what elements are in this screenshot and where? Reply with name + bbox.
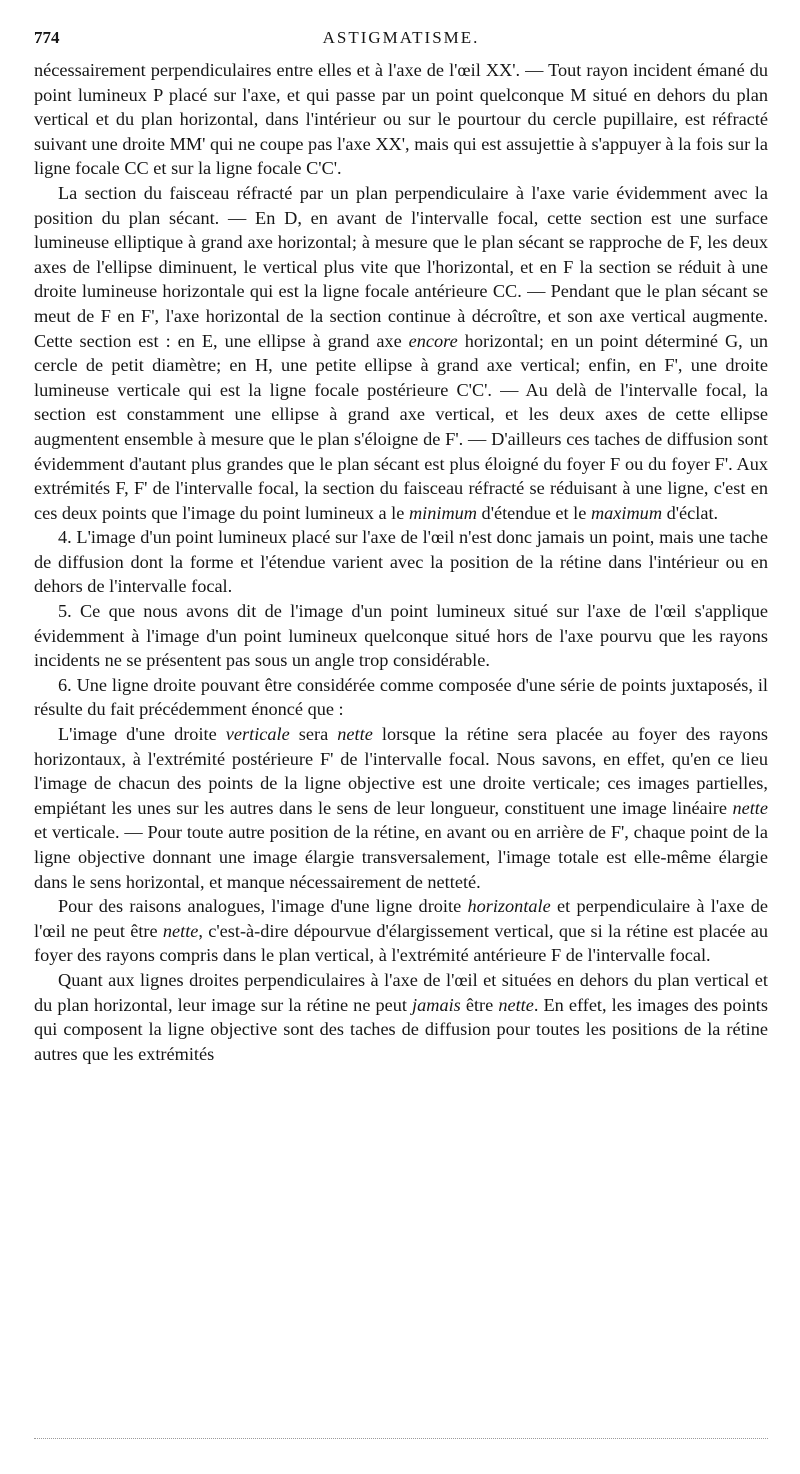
italic-text: nette: [732, 797, 768, 818]
italic-text: nette: [337, 724, 373, 745]
italic-text: minimum: [408, 502, 477, 523]
paragraph: [34, 968, 768, 1066]
running-title: ASTIGMATISME.: [322, 28, 480, 47]
text-run: d'éclat.: [662, 502, 719, 523]
paragraph: [34, 181, 768, 525]
italic-text: verticale: [225, 724, 290, 745]
page-number: 774: [34, 28, 60, 47]
text-run: . En effet, les images des points qui composent la ligne objective sont des taches de diffusion pour toutes les positions de la rétine autres que les extrémités: [34, 994, 768, 1064]
text-run: être: [460, 994, 499, 1015]
text-run: nécessairement perpendiculaires entre elles et à l'axe de l'œil XX'. — Tout rayon incident émané du point lumineux P placé sur l'axe, et qui passe par un point quelconque M situé en dehors du plan vertical et du plan horizontal, dans l'intérieur ou sur le pourtour du cercle pupillaire, est réfracté suivant une droite MM' qui ne coupe pas l'axe XX', mais qui est assujettie à s'appuyer à la fois sur la ligne focale CC et sur la ligne focale C'C'.: [34, 60, 768, 179]
body-text: [34, 58, 768, 1066]
paragraph: [34, 894, 768, 968]
paragraph: [34, 722, 768, 894]
text-run: d'étendue et le: [476, 502, 591, 523]
text-run: 4. L'image d'un point lumineux placé sur l'axe de l'œil n'est donc jamais un point, mais une tache de diffusion dont la forme et l'étendue varient avec la position de la rétine dans l'intérieur ou en dehors de l'intervalle focal.: [34, 527, 768, 597]
text-run: et perpendiculaire à l'axe de l'œil ne peut être: [34, 896, 768, 941]
paragraph: [34, 673, 768, 722]
text-run: sera: [289, 724, 338, 745]
italic-text: jamais: [412, 994, 461, 1015]
text-run: L'image d'une droite: [58, 724, 226, 745]
paragraph: [34, 525, 768, 599]
text-run: , c'est-à-dire dépourvue d'élargissement vertical, que si la rétine est placée au foyer des rayons compris dans le plan vertical, à l'extrémité antérieure F de l'intervalle focal.: [34, 920, 769, 966]
book-page: [34, 28, 768, 1448]
italic-text: horizontale: [467, 896, 551, 917]
paragraph: [34, 599, 768, 673]
italic-text: maximum: [590, 502, 663, 523]
footer-rule: [34, 1438, 768, 1439]
text-run: 6. Une ligne droite pouvant être considérée comme composée d'une série de points juxtaposés, il résulte du fait précédemment énoncé que :: [34, 674, 768, 720]
italic-text: encore: [408, 330, 458, 351]
page-header: [34, 28, 768, 58]
text-run: lorsque la rétine sera placée au foyer des rayons horizontaux, à l'extrémité postérieure F' de l'intervalle focal. Nous savons, en effet, qu'en ce lieu l'image de chacun des points de la ligne objective est une droite verticale; ces images partielles, empiétant les unes sur les autres dans le sens de leur longueur, constituent une image linéaire: [34, 724, 768, 818]
italic-text: nette: [162, 920, 199, 941]
text-run: La section du faisceau réfracté par un plan perpendiculaire à l'axe varie évidemment avec la position du plan sécant. — En D, en avant de l'intervalle focal, cette section est une surface lumineuse elliptique à grand axe horizontal; à mesure que le plan sécant se rapproche de F, les deux axes de l'ellipse diminuent, le vertical plus vite que l'horizontal, et en F la section se réduit à une droite lumineuse horizontale qui est la ligne focale antérieure CC. — Pendant que le plan sécant se meut de F en F', l'axe horizontal de la section continue à décroître, et son axe vertical augmente. Cette section est : en E, une ellipse à grand axe: [34, 182, 768, 351]
paragraph: [34, 58, 768, 181]
text-run: Pour des raisons analogues, l'image d'une ligne droite: [58, 896, 468, 917]
text-run: et verticale. — Pour toute autre position de la rétine, en avant ou en arrière de F', chaque point de la ligne objective donnant une image élargie transversalement, l'image totale est elle-même élargie dans le sens horizontal, et manque nécessairement de netteté.: [34, 822, 768, 892]
text-run: Quant aux lignes droites perpendiculaires à l'axe de l'œil et situées en dehors du plan vertical et du plan horizontal, leur image sur la rétine ne peut: [34, 969, 768, 1015]
text-run: 5. Ce que nous avons dit de l'image d'un point lumineux situé sur l'axe de l'œil s'applique évidemment à l'image d'un point lumineux quelconque situé hors de l'axe pourvu que les rayons incidents ne se présentent pas sous un angle trop considérable.: [34, 601, 768, 671]
italic-text: nette: [498, 994, 534, 1015]
text-run: horizontal; en un point déterminé G, un cercle de petit diamètre; en H, une petite ellipse à grand axe vertical; enfin, en F', une droite lumineuse verticale qui est la ligne focale postérieure C'C'. — Au delà de l'intervalle focal, la section est constamment une ellipse à grand axe vertical, et les deux axes de cette ellipse augmentent ensemble à mesure que le plan s'éloigne de F'. — D'ailleurs ces taches de diffusion sont évidemment d'autant plus grandes que le plan sécant est plus éloigné du foyer F ou du foyer F'. Aux extrémités F, F' de l'intervalle focal, la section du faisceau réfracté se réduisant à une ligne, c'est en ces deux points que l'image du point lumineux a le: [34, 330, 768, 523]
